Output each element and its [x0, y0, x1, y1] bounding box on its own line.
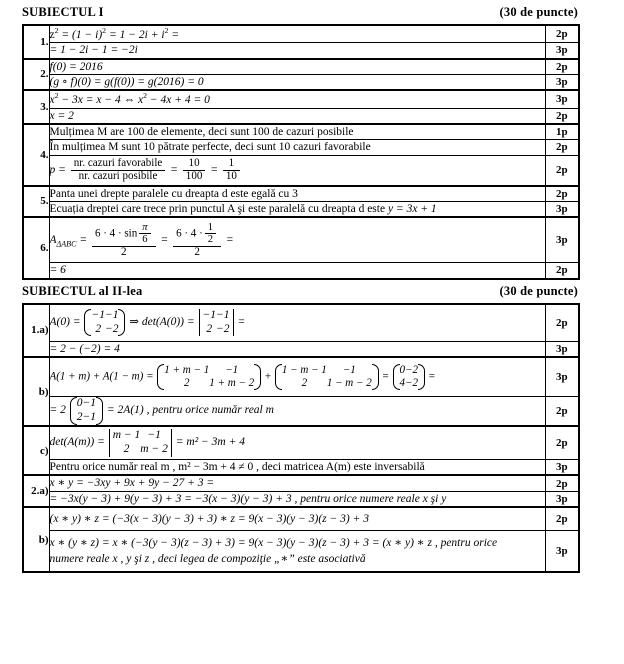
plus-sign: +: [264, 370, 272, 383]
points-cell: 3p: [545, 357, 579, 397]
section-header-subiectul-1: [0, 0, 624, 24]
section-points-label: (30 de puncte): [499, 5, 578, 19]
table-row: [23, 140, 579, 155]
points-cell: 3p: [545, 201, 579, 217]
points-cell: 2p: [545, 108, 579, 124]
fraction-numerator: 6 · 4 · $\frac{1}{2}$: [173, 222, 221, 246]
solution-cell: [49, 426, 545, 460]
row-number: 3.: [23, 90, 49, 124]
solution-text: = −3x(y − 3) + 9(y − 3) + 3 = −3(x − 3)(y − 3) + 3 , pentru orice numere reale x şi y: [49, 492, 447, 505]
fraction-numerator: 1: [228, 156, 235, 169]
solution-cell: [49, 201, 545, 217]
solution-cell: [49, 507, 545, 531]
fraction-denominator: nr. cazuri posibile: [71, 170, 166, 183]
table-row: [23, 475, 579, 491]
table-row: [23, 491, 579, 507]
solution-text: Panta unei drepte paralele cu dreapta d este egală cu 3: [49, 187, 298, 200]
determinant-lhs: det(A(m)) =: [49, 436, 105, 449]
row-number: 1.: [23, 25, 49, 59]
solution-cell: f(0) = 2016: [49, 59, 545, 75]
solution-text: = 6: [49, 264, 66, 277]
determinant-value: = m² − 3m + 4: [175, 436, 245, 449]
solution-cell: $A_{\Delta ABC}$ = 6 · 4 · sin $\frac{\pi}{6}$ 2 = 6 · 4 · $\frac{1}{2}$ 2 =: [49, 217, 545, 263]
points-cell: 3p: [545, 491, 579, 507]
matrix-A1minusm: 1 − m − 1 −1 2 1 − m − 2: [275, 364, 379, 390]
points-cell: 2p: [545, 475, 579, 491]
solution-cell: [49, 357, 545, 397]
section-points-label: (30 de puncte): [499, 283, 578, 298]
solution-cell: (g ∘ f)(0) = g(f(0)) = g(2016) = 0: [49, 74, 545, 90]
solution-cell: [49, 341, 545, 357]
solution-text: = 2 − (−2) = 4: [49, 342, 120, 355]
row-number: b): [23, 507, 49, 572]
points-cell: 3p: [545, 43, 579, 59]
points-cell: 2p: [545, 186, 579, 202]
solution-cell: [49, 263, 545, 279]
points-cell: 3p: [545, 217, 579, 263]
fraction-favorable-possible: [71, 158, 166, 183]
table-row: [23, 460, 579, 476]
equals-sign: =: [382, 370, 389, 383]
fraction-1-10: [223, 158, 240, 183]
determinant-lhs: ⇒ det(A(0)) =: [129, 316, 195, 329]
table-row: [23, 90, 579, 108]
solution-cell: [49, 491, 545, 507]
solution-text: Mulțimea M are 100 de elemente, deci sunt 100 de cazuri posibile: [49, 125, 354, 138]
equals-sign: =: [428, 370, 435, 383]
table-row: [23, 201, 579, 217]
probability-variable: p: [49, 163, 56, 176]
table-row: [23, 108, 579, 124]
points-cell: 2p: [545, 59, 579, 75]
fraction-numerator: nr. cazuri favorabile: [73, 156, 163, 169]
table-row: [23, 25, 579, 43]
solution-cell: p = $\frac{\text{nr. cazuri favorabile}}{\text{nr. cazuri posibile}}$ = $\frac{10}{100}$ = $\frac{1}{10}$: [49, 155, 545, 185]
points-cell: 2p: [545, 397, 579, 427]
row-number: 4.: [23, 124, 49, 186]
matrix-sum-lhs: A(1 + m) + A(1 − m) =: [49, 370, 154, 383]
solution-text: În mulțimea M sunt 10 pătrate perfecte, deci sunt 10 cazuri favorabile: [49, 141, 371, 154]
row-number: 2.a): [23, 475, 49, 507]
table-row: [23, 304, 579, 342]
table-row: [23, 263, 579, 279]
table-row: [23, 426, 579, 460]
table-row: [23, 357, 579, 397]
solution-cell: $z^2 = (1 - i)^2 = 1 - 2i + i^2$ =: [49, 25, 545, 43]
table-row: [23, 507, 579, 531]
table-row: [23, 43, 579, 59]
solution-text: = 2A(1) , pentru orice număr real m: [106, 404, 274, 417]
subiectul-2-table: [22, 303, 580, 574]
points-cell: 3p: [545, 341, 579, 357]
fraction-denominator: 2: [173, 246, 221, 259]
solution-text: numere reale x , y şi z , deci legea de compoziţie „∗” este asociativă: [49, 553, 366, 566]
points-cell: 2p: [545, 507, 579, 531]
solution-cell: [49, 124, 545, 140]
fraction-denominator: 10: [223, 170, 240, 183]
table-row: [23, 186, 579, 202]
points-cell: 3p: [545, 90, 579, 108]
solution-cell: = 1 − 2i − 1 = −2i: [49, 43, 545, 59]
matrix-A1: 0 −1 2 −1: [70, 397, 103, 424]
matrix-A1plusm: 1 + m − 1 −1 2 1 + m − 2: [157, 364, 261, 390]
solution-text: (x ∗ y) ∗ z = (−3(x − 3)(y − 3) + 3) ∗ z = 9(x − 3)(y − 3)(z − 3) + 3: [49, 512, 369, 525]
solution-cell: [49, 475, 545, 491]
section-title: SUBIECTUL I: [22, 5, 104, 19]
table-row: [23, 155, 579, 185]
determinant-Am: m − 1 −1 2 m − 2: [109, 429, 172, 456]
solution-text: x ∗ (y ∗ z) = x ∗ (−3(y − 3)(z − 3) + 3) = 9(x − 3)(y − 3)(z − 3) + 3 = (x ∗ y) ∗ z , pentru orice: [49, 536, 498, 549]
points-cell: 1p: [545, 124, 579, 140]
row-number: b): [23, 357, 49, 426]
line-equation: y = 3x + 1: [387, 202, 437, 215]
points-cell: 2p: [545, 263, 579, 279]
table-row: [23, 59, 579, 75]
points-cell: 2p: [545, 140, 579, 155]
scalar-factor: = 2: [49, 404, 66, 417]
row-number: 5.: [23, 186, 49, 218]
row-number: 6.: [23, 217, 49, 278]
solution-cell: [49, 140, 545, 155]
table-row: [23, 74, 579, 90]
subiectul-1-table: [22, 24, 580, 280]
solution-cell: $x^2 - 3x = x - 4$ ⇔ $x^2 - 4x + 4 = 0$: [49, 90, 545, 108]
fraction-1-2: $\frac{1}{2}$: [205, 222, 216, 246]
solution-cell: [49, 460, 545, 476]
table-row: [23, 531, 579, 573]
area-symbol: A: [49, 233, 57, 246]
fraction-denominator: 2: [92, 246, 156, 259]
points-cell: 3p: [545, 531, 579, 573]
solution-text: x ∗ y = −3xy + 9x + 9y − 27 + 3 =: [49, 477, 215, 490]
solution-text: Ecuația dreptei care trece prin punctul A şi este paralelă cu dreapta d este: [49, 202, 388, 215]
points-cell: 3p: [545, 460, 579, 476]
points-cell: 3p: [545, 74, 579, 90]
points-cell: 2p: [545, 304, 579, 342]
points-cell: 2p: [545, 25, 579, 43]
table-row: [23, 341, 579, 357]
row-number: 2.: [23, 59, 49, 91]
points-cell: 2p: [545, 155, 579, 185]
determinant-A0: −1 −1 2 −2: [199, 309, 234, 336]
area-subscript: ΔABC: [56, 239, 77, 249]
fraction-pi-6: $\frac{\pi}{6}$: [139, 222, 150, 246]
table-row: [23, 217, 579, 263]
fraction-denominator: 100: [183, 170, 206, 183]
section-header-subiectul-2: [0, 280, 624, 303]
table-row: [23, 124, 579, 140]
matrix-result: 0 −2 4 −2: [393, 364, 425, 390]
solution-cell: [49, 186, 545, 202]
fraction-numerator: 6 · 4 · sin $\frac{\pi}{6}$: [92, 222, 156, 246]
solution-cell: [49, 531, 545, 573]
table-row: [23, 397, 579, 427]
matrix-A0: −1 −1 2 −2: [84, 309, 125, 336]
fraction-area-expr-2: [173, 222, 221, 259]
fraction-10-100: [183, 158, 206, 183]
section-title: SUBIECTUL al II-lea: [22, 283, 143, 298]
row-number: 1.a): [23, 304, 49, 357]
points-cell: 2p: [545, 426, 579, 460]
solution-cell: [49, 397, 545, 427]
equals-sign: =: [237, 316, 246, 329]
matrix-lhs: A(0) =: [49, 316, 81, 329]
solution-cell: x = 2: [49, 108, 545, 124]
solution-cell: [49, 304, 545, 342]
fraction-numerator: 10: [188, 156, 200, 169]
row-number: c): [23, 426, 49, 475]
fraction-area-expr-1: [92, 222, 156, 259]
solution-text: Pentru orice număr real m , m² − 3m + 4 ≠ 0 , deci matricea A(m) este inversabilă: [49, 461, 425, 473]
